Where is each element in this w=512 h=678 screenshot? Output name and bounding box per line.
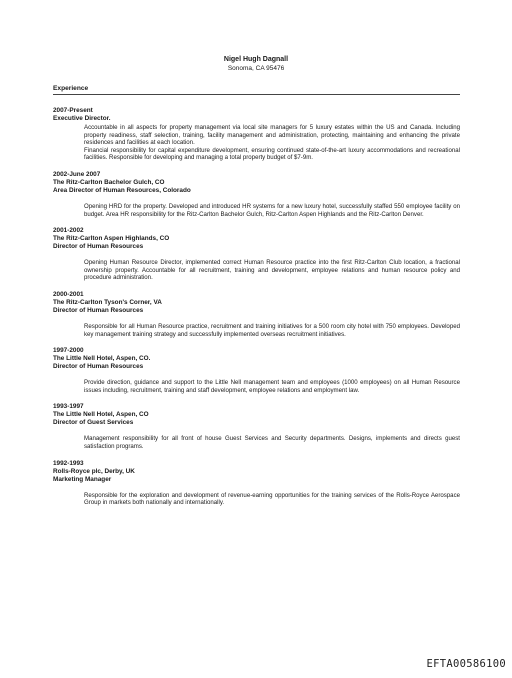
entry-title: Director of Human Resources	[53, 306, 144, 314]
entry-description	[84, 379, 460, 394]
entry-description	[84, 203, 460, 218]
entry-paragraph: Responsible for all Human Resource practice, recruitment and training initiatives for a 500 room city hotel with 750 employees. Developed key management training strategy and successfully implemented overseas recruitment initiatives.	[84, 322, 460, 338]
document-id: EFTA00586100	[426, 658, 506, 670]
entry-paragraph: Financial responsibility for capital expenditure development, ensuring continued state-of-the-art luxury accommodations and recreational facilities. Responsible for developing and managing a total property budget of $7-9m.	[84, 146, 460, 162]
entry-description	[84, 124, 460, 162]
entry-paragraph: Accountable in all aspects for property management via local site managers for 5 luxury estates within the US and Canada. Including property readiness, staff selection, training, facility management and administration, protecting, maintaining and enhancing the private residences and facilities at each location.	[84, 124, 460, 147]
experience-entry	[53, 460, 460, 507]
entry-dates: 2002-June 2007	[53, 170, 101, 178]
entry-employer: The Ritz-Carlton Aspen Highlands, CO	[53, 235, 170, 243]
entry-employer: The Ritz-Carlton Bachelor Gulch, CO	[53, 178, 165, 186]
entry-dates: 1992-1993	[53, 459, 84, 467]
entry-employer: The Little Nell Hotel, Aspen, CO	[53, 411, 149, 419]
entry-paragraph: Opening Human Resource Director, implemented correct Human Resource practice into the first Ritz-Carlton Club location, a fractional ownership property. Accountable for all recruitment, training and development, employee relations and human resource policy and procedure administration.	[84, 259, 460, 282]
experience-list	[53, 107, 460, 516]
experience-entry	[53, 171, 460, 218]
experience-entry	[53, 227, 460, 282]
candidate-name: Nigel Hugh Dagnall	[223, 56, 289, 63]
section-title-experience: Experience	[53, 85, 460, 95]
entry-employer: The Little Nell Hotel, Aspen, CO.	[53, 355, 151, 363]
entry-title: Director of Human Resources	[53, 363, 144, 371]
entry-title: Marketing Manager	[53, 475, 112, 483]
entry-title: Director of Guest Services	[53, 419, 134, 427]
entry-title: Director of Human Resources	[53, 243, 144, 251]
experience-entry	[53, 291, 460, 338]
entry-paragraph: Management responsibility for all front of house Guest Services and Security departments. Designs, implements and directs guest satisfaction programs.	[84, 435, 460, 450]
entry-employer: The Ritz-Carlton Tyson's Corner, VA	[53, 298, 162, 306]
resume-header	[0, 55, 512, 73]
entry-description	[84, 259, 460, 282]
entry-title: Area Director of Human Resources, Colorado	[53, 186, 191, 194]
entry-dates: 2007-Present	[53, 107, 93, 114]
candidate-address: Sonoma, CA 95476	[227, 65, 285, 72]
entry-paragraph: Opening HRD for the property. Developed and introduced HR systems for a new luxury hotel, successfully staffed 550 employee facility on budget. Area HR responsibility for the Ritz-Carlton Bachelor Gulch, Ritz-Carlton Aspen Highlands and the Ritz-Carlton Denver.	[84, 202, 460, 218]
experience-entry	[53, 347, 460, 394]
experience-entry	[53, 107, 460, 162]
entry-title: Executive Director.	[53, 115, 111, 122]
entry-dates: 1993-1997	[53, 403, 84, 411]
experience-entry	[53, 403, 460, 450]
entry-dates: 2000-2001	[53, 290, 84, 298]
entry-dates: 1997-2000	[53, 347, 84, 355]
entry-employer: Rolls-Royce plc, Derby, UK	[53, 467, 135, 475]
entry-description	[84, 492, 460, 507]
entry-paragraph: Provide direction, guidance and support to the Little Nell management team and employees (1000 employees) on all Human Resource issues including, recruitment, training and staff development, employee relations and employment law.	[84, 379, 460, 394]
entry-description	[84, 323, 460, 338]
entry-paragraph: Responsible for the exploration and development of revenue-earning opportunities for the training services of the Rolls-Royce Aerospace Group in markets both nationally and internationally.	[84, 491, 460, 507]
entry-description	[84, 435, 460, 450]
entry-dates: 2001-2002	[53, 227, 84, 235]
